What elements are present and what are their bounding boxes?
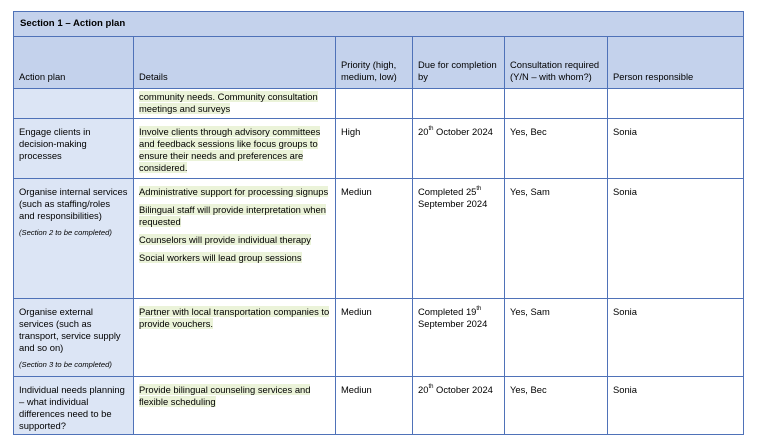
header-action-plan: Action plan [14, 37, 134, 89]
details-cell [134, 119, 336, 179]
due-suffix: th [428, 383, 434, 390]
details-cell [134, 179, 336, 299]
due-rest: October 2024 [433, 126, 493, 137]
details-text: Involve clients through advisory committees and feedback sessions like focus groups to ensure their needs and preferences are considered. [139, 126, 321, 173]
details-item: Counselors will provide individual therapy [139, 234, 311, 245]
details-line: community needs. Community consultation [139, 91, 318, 102]
due-cell [413, 119, 505, 179]
due-suffix: th [428, 125, 434, 132]
person-cell [608, 89, 744, 119]
table-row [14, 179, 744, 299]
action-note: (Section 3 to be completed) [19, 360, 112, 369]
priority-cell: Mediun [336, 377, 413, 435]
priority-cell [336, 89, 413, 119]
header-details: Details [134, 37, 336, 89]
section-header-row [14, 12, 744, 37]
due-cell [413, 299, 505, 377]
section-title: Section 1 – Action plan [14, 12, 744, 37]
due-rest: September 2024 [418, 198, 488, 209]
column-header-row [14, 37, 744, 89]
table-row [14, 119, 744, 179]
action-note: (Section 2 to be completed) [19, 228, 112, 237]
action-cell: Engage clients in decision-making processes [14, 119, 134, 179]
details-item: Bilingual staff will provide interpretation when requested [139, 204, 326, 227]
priority-cell: Mediun [336, 299, 413, 377]
consultation-cell: Yes, Bec [505, 119, 608, 179]
due-suffix: th [476, 185, 482, 192]
action-cell: Individual needs planning – what individual differences need to be supported? [14, 377, 134, 435]
table-row [14, 299, 744, 377]
details-item: Administrative support for processing signups [139, 186, 329, 197]
details-line: meetings and surveys [139, 103, 231, 114]
details-text: Partner with local transportation companies to provide vouchers. [139, 306, 330, 329]
table-row [14, 377, 744, 435]
due-suffix: th [476, 305, 482, 312]
action-text: Organise internal services (such as staffing/roles and responsibilities) [19, 186, 128, 221]
details-cell [134, 377, 336, 435]
details-cell [134, 299, 336, 377]
person-cell: Sonia [608, 179, 744, 299]
person-cell: Sonia [608, 119, 744, 179]
consultation-cell: Yes, Bec [505, 377, 608, 435]
due-day: 20 [418, 384, 429, 395]
consultation-cell [505, 89, 608, 119]
due-rest: October 2024 [433, 384, 493, 395]
header-person: Person responsible [608, 37, 744, 89]
action-cell [14, 89, 134, 119]
consultation-cell: Yes, Sam [505, 299, 608, 377]
due-rest: September 2024 [418, 318, 488, 329]
due-cell [413, 89, 505, 119]
person-cell: Sonia [608, 377, 744, 435]
header-due: Due for completion by [413, 37, 505, 89]
due-cell [413, 179, 505, 299]
table-row-continued [14, 89, 744, 119]
action-cell [14, 179, 134, 299]
details-cell [134, 89, 336, 119]
priority-cell: Mediun [336, 179, 413, 299]
consultation-cell: Yes, Sam [505, 179, 608, 299]
action-text: Organise external services (such as transport, service supply and so on) [19, 306, 121, 353]
priority-cell: High [336, 119, 413, 179]
details-text: Provide bilingual counseling services and flexible scheduling [139, 384, 311, 407]
header-priority: Priority (high, medium, low) [336, 37, 413, 89]
due-day: 20 [418, 126, 429, 137]
due-prefix: Completed 19 [418, 306, 477, 317]
person-cell: Sonia [608, 299, 744, 377]
due-prefix: Completed 25 [418, 186, 477, 197]
action-cell [14, 299, 134, 377]
due-cell [413, 377, 505, 435]
details-item: Social workers will lead group sessions [139, 252, 302, 263]
action-plan-table [13, 11, 744, 435]
header-consultation: Consultation required (Y/N – with whom?) [505, 37, 608, 89]
